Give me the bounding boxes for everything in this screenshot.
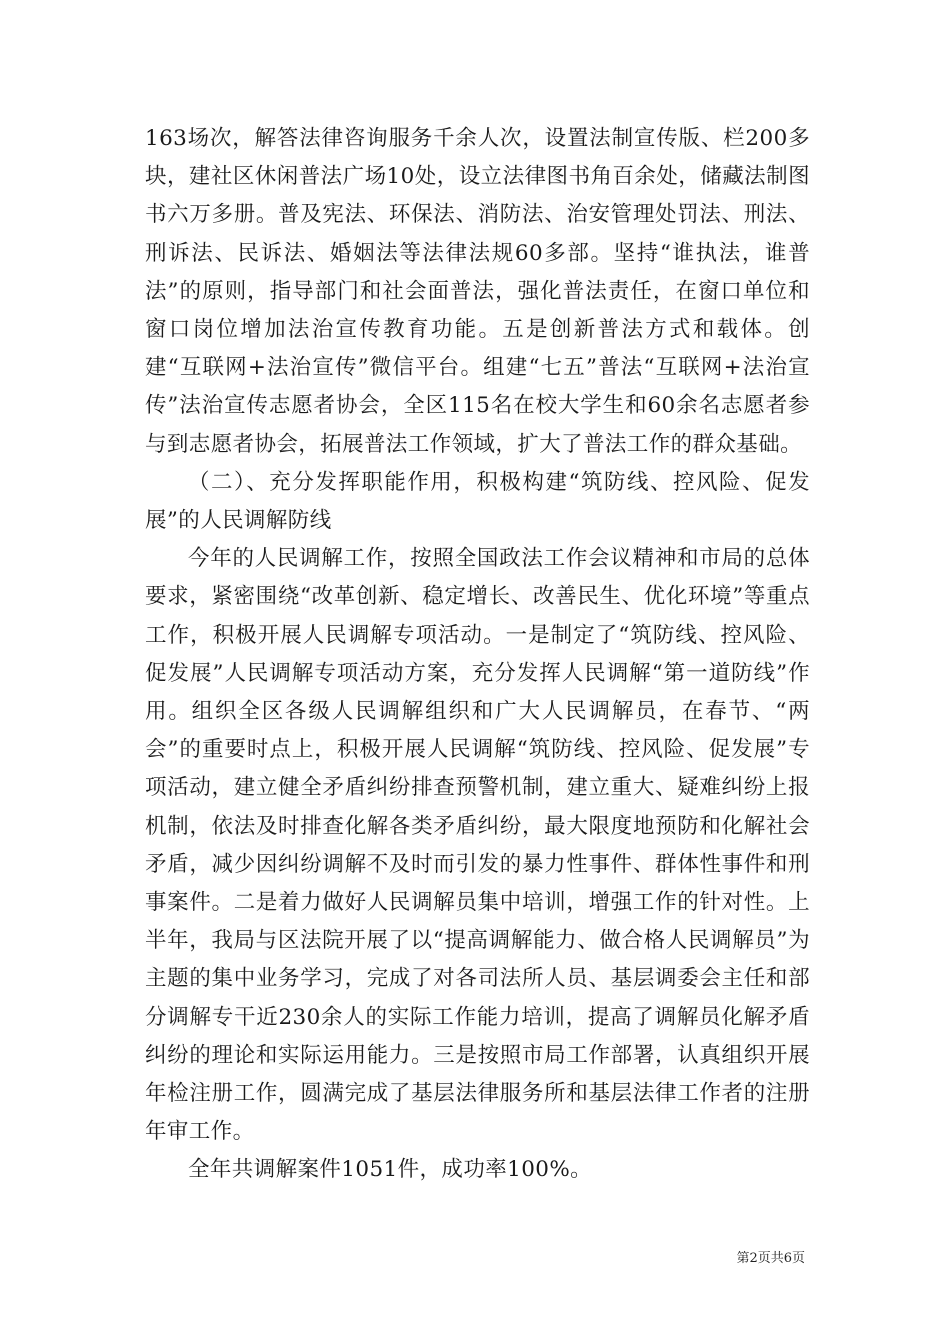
section-heading: （二）、充分发挥职能作用，积极构建“筑防线、控风险、促发展”的人民调解防线 (145, 469, 810, 534)
paragraph-mediation-work: 今年的人民调解工作，按照全国政法工作会议精神和市局的总体要求，紧密围绕“改革创新、稳定增长、改善民生、优化环境”等重点工作，积极开展人民调解专项活动。一是制定了“筑防线、控风险、促发展”人民调解专项活动方案，充分发挥人民调解“第一道防线”作用。组织全区各级人民调解组织和广大人民调解员，在春节、“两会”的重要时点上，积极开展人民调解“筑防线、控风险、促发展”专项活动，建立健全矛盾纠纷排查预警机制，建立重大、疑难纠纷上报机制，依法及时排查化解各类矛盾纠纷，最大限度地预防和化解社会矛盾，减少因纠纷调解不及时而引发的暴力性事件、群体性事件和刑事案件。二是着力做好人民调解员集中培训，增强工作的针对性。上半年，我局与区法院开展了以“提高调解能力、做合格人民调解员”为主题的集中业务学习，完成了对各司法所人员、基层调委会主任和部分调解专干近230余人的实际工作能力培训，提高了调解员化解矛盾纠纷的理论和实际运用能力。三是按照市局工作部署，认真组织开展年检注册工作，圆满完成了基层法律服务所和基层法律工作者的注册年审工作。 (145, 546, 810, 1145)
page-number: 第2页共6页 (736, 1251, 805, 1266)
document-body (145, 120, 810, 1190)
paragraph-continuation: 163场次，解答法律咨询服务千余人次，设置法制宣传版、栏200多块，建社区休闲普法广场10处，设立法律图书角百余处，储藏法制图书六万多册。普及宪法、环保法、消防法、治安管理处罚法、刑法、刑诉法、民诉法、婚姻法等法律法规60多部。坚持“谁执法，谁普法”的原则，指导部门和社会面普法，强化普法责任，在窗口单位和窗口岗位增加法治宣传教育功能。五是创新普法方式和载体。创建“互联网+法治宣传”微信平台。组建“七五”普法“互联网+法治宣传”法治宣传志愿者协会，全区115名在校大学生和60余名志愿者参与到志愿者协会，拓展普法工作领域，扩大了普法工作的群众基础。 (145, 126, 810, 457)
paragraph-annual-summary: 全年共调解案件1051件，成功率100%。 (188, 1157, 593, 1183)
